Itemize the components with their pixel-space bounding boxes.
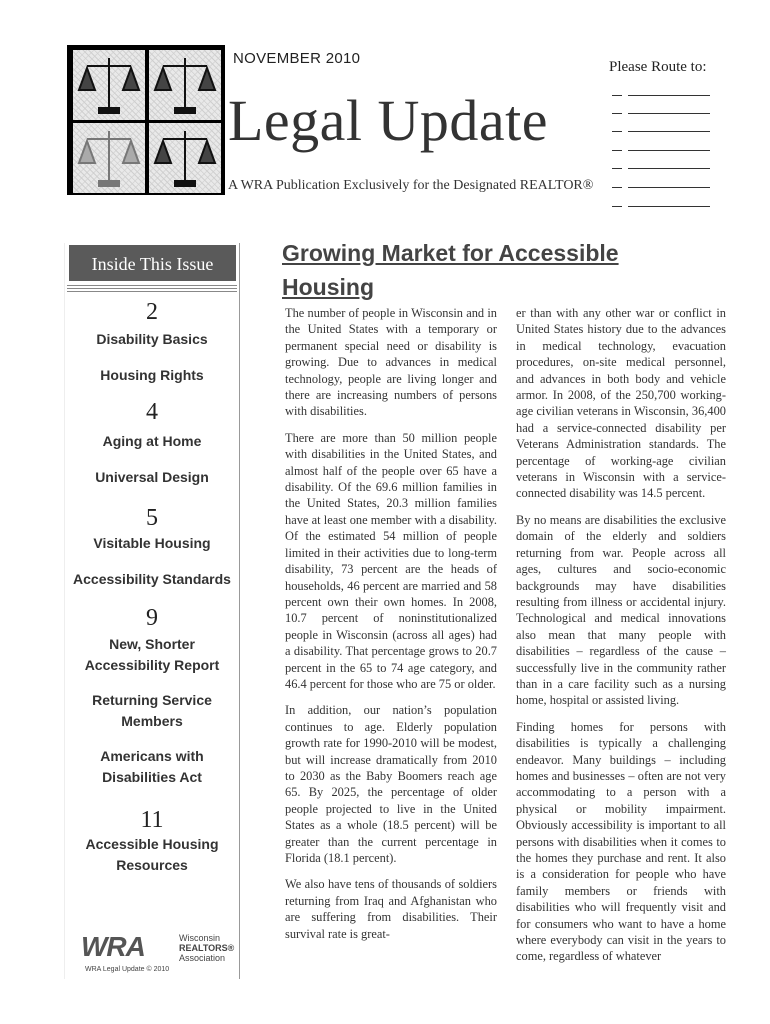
toc-item[interactable]: Americans with Disabilities Act [100, 748, 204, 785]
scales-of-justice-logo [67, 45, 225, 195]
toc-item[interactable]: Returning Service Members [92, 692, 212, 729]
toc-page-number: 9 [146, 605, 158, 631]
route-line[interactable] [612, 104, 710, 114]
inside-this-issue-sidebar [64, 243, 240, 979]
paragraph: er than with any other war or conflict in United States history due to the advances in medical technology, evacuation procedures, on-site medical personnel, and advances in both body and vehicle armor. In 2008, of the 250,700 working-age civilian veterans in Wisconsin, 36,400 had a service-connected disability per Veterans Administration standards. The percentage of working-age civilian veterans in Wisconsin with a service-connected disability was 14.5 percent. [516, 306, 726, 501]
tagline: A WRA Publication Exclusively for the Designated REALTOR® [228, 178, 594, 193]
scales-icon [73, 123, 145, 193]
paragraph: Finding homes for persons with disabilities is typically a challenging endeavor. Many buildings – including homes and businesses – often are not very accommodating to a person with a physical or mobility impairment. Obviously accessibility is important to all persons with disabilities when it comes to the homes they purchase and rent. It also is a consideration for people who have family members or friends with disabilities who will frequently visit and for consumers who want to have a home where everybody can visit in the years to come, regardless of whatever [516, 719, 726, 964]
paragraph: We also have tens of thousands of soldiers returning from Iraq and Afghanistan who are suffering from disabilities. Their survival rate is great- [285, 877, 497, 941]
toc-page-number: 5 [146, 505, 158, 531]
toc-page-number: 4 [146, 399, 158, 425]
route-line[interactable] [612, 86, 710, 96]
divider [67, 285, 237, 293]
scales-icon [149, 123, 221, 193]
sidebar-heading: Inside This Issue [91, 254, 214, 274]
toc-item[interactable]: Housing Rights [100, 367, 204, 383]
route-line[interactable] [612, 122, 710, 132]
scales-icon [73, 50, 145, 120]
toc-item[interactable]: Accessibility Standards [73, 571, 231, 587]
route-line[interactable] [612, 159, 710, 169]
copyright-caption: WRA Legal Update © 2010 [85, 966, 170, 973]
route-line[interactable] [612, 178, 710, 188]
article-column-1 [285, 305, 497, 952]
scales-icon [149, 50, 221, 120]
paragraph: The number of people in Wisconsin and in the United States with a temporary or permanent special need or disability is growing. Due to advances in medical technology, people are living longer and there are increasing numbers of persons with disabilities. [285, 306, 497, 419]
toc-item[interactable]: Aging at Home [102, 433, 202, 449]
article-title: Growing Market for Accessible Housing [282, 240, 619, 300]
paragraph: In addition, our nation’s population continues to age. Elderly population growth rate for 1990-2010 will be modest, but will increase dramatically from 2010 to 2030 as the Baby Boomers reach age 65. By 2025, the percentage of older people projected to live in the United States as a whole (18.5 percent) will be greater than the current percentage in Florida (18.1 percent). [285, 703, 497, 865]
toc-page-number: 2 [146, 299, 158, 325]
paragraph: There are more than 50 million people with disabilities in the United States, and almost half of the people over 65 have a disability. Of the 69.6 million families in the United States, 20.3 million families have at least one member with a disability. Of the estimated 54 million of people limited in their activities due to long-term disability, 73 percent are the heads of households, 46 percent are married and 58 percent own their own homes. In 2008, 10.7 percent of noninstitutionalized people in Wisconsin (across all ages) had a disability. That percentage grows to 20.7 percent in the 65 to 74 age category, and 46.4 percent for those who are 75 or older. [285, 430, 497, 691]
wra-logo: WRA Wisconsin REALTORS® Association [81, 931, 235, 963]
toc-page-number: 11 [140, 807, 164, 833]
issue-date: NOVEMBER 2010 [233, 50, 361, 67]
toc-item[interactable]: New, Shorter Accessibility Report [84, 636, 220, 673]
newsletter-title: Legal Update [228, 88, 549, 153]
paragraph: By no means are disabilities the exclusive domain of the elderly and soldiers returning from war. People across all ages, cultures and socio-economic backgrounds may have disabilities resulting from illness or accidental injury. Technological and medical innovations also mean that many people with disabilities – regardless of the cause – successfully live in the community rather than in a care facility such as a nursing home, hospital or assisted living. [516, 512, 726, 708]
toc-item[interactable]: Disability Basics [96, 331, 208, 347]
toc-item[interactable]: Visitable Housing [93, 535, 211, 551]
sidebar-heading-box [69, 245, 236, 281]
toc-item[interactable]: Accessible Housing Resources [85, 836, 219, 873]
toc-item[interactable]: Universal Design [95, 469, 209, 485]
article-column-2 [516, 305, 726, 975]
route-line[interactable] [612, 197, 710, 207]
route-label: Please Route to: [609, 59, 707, 75]
route-line[interactable] [612, 141, 710, 151]
